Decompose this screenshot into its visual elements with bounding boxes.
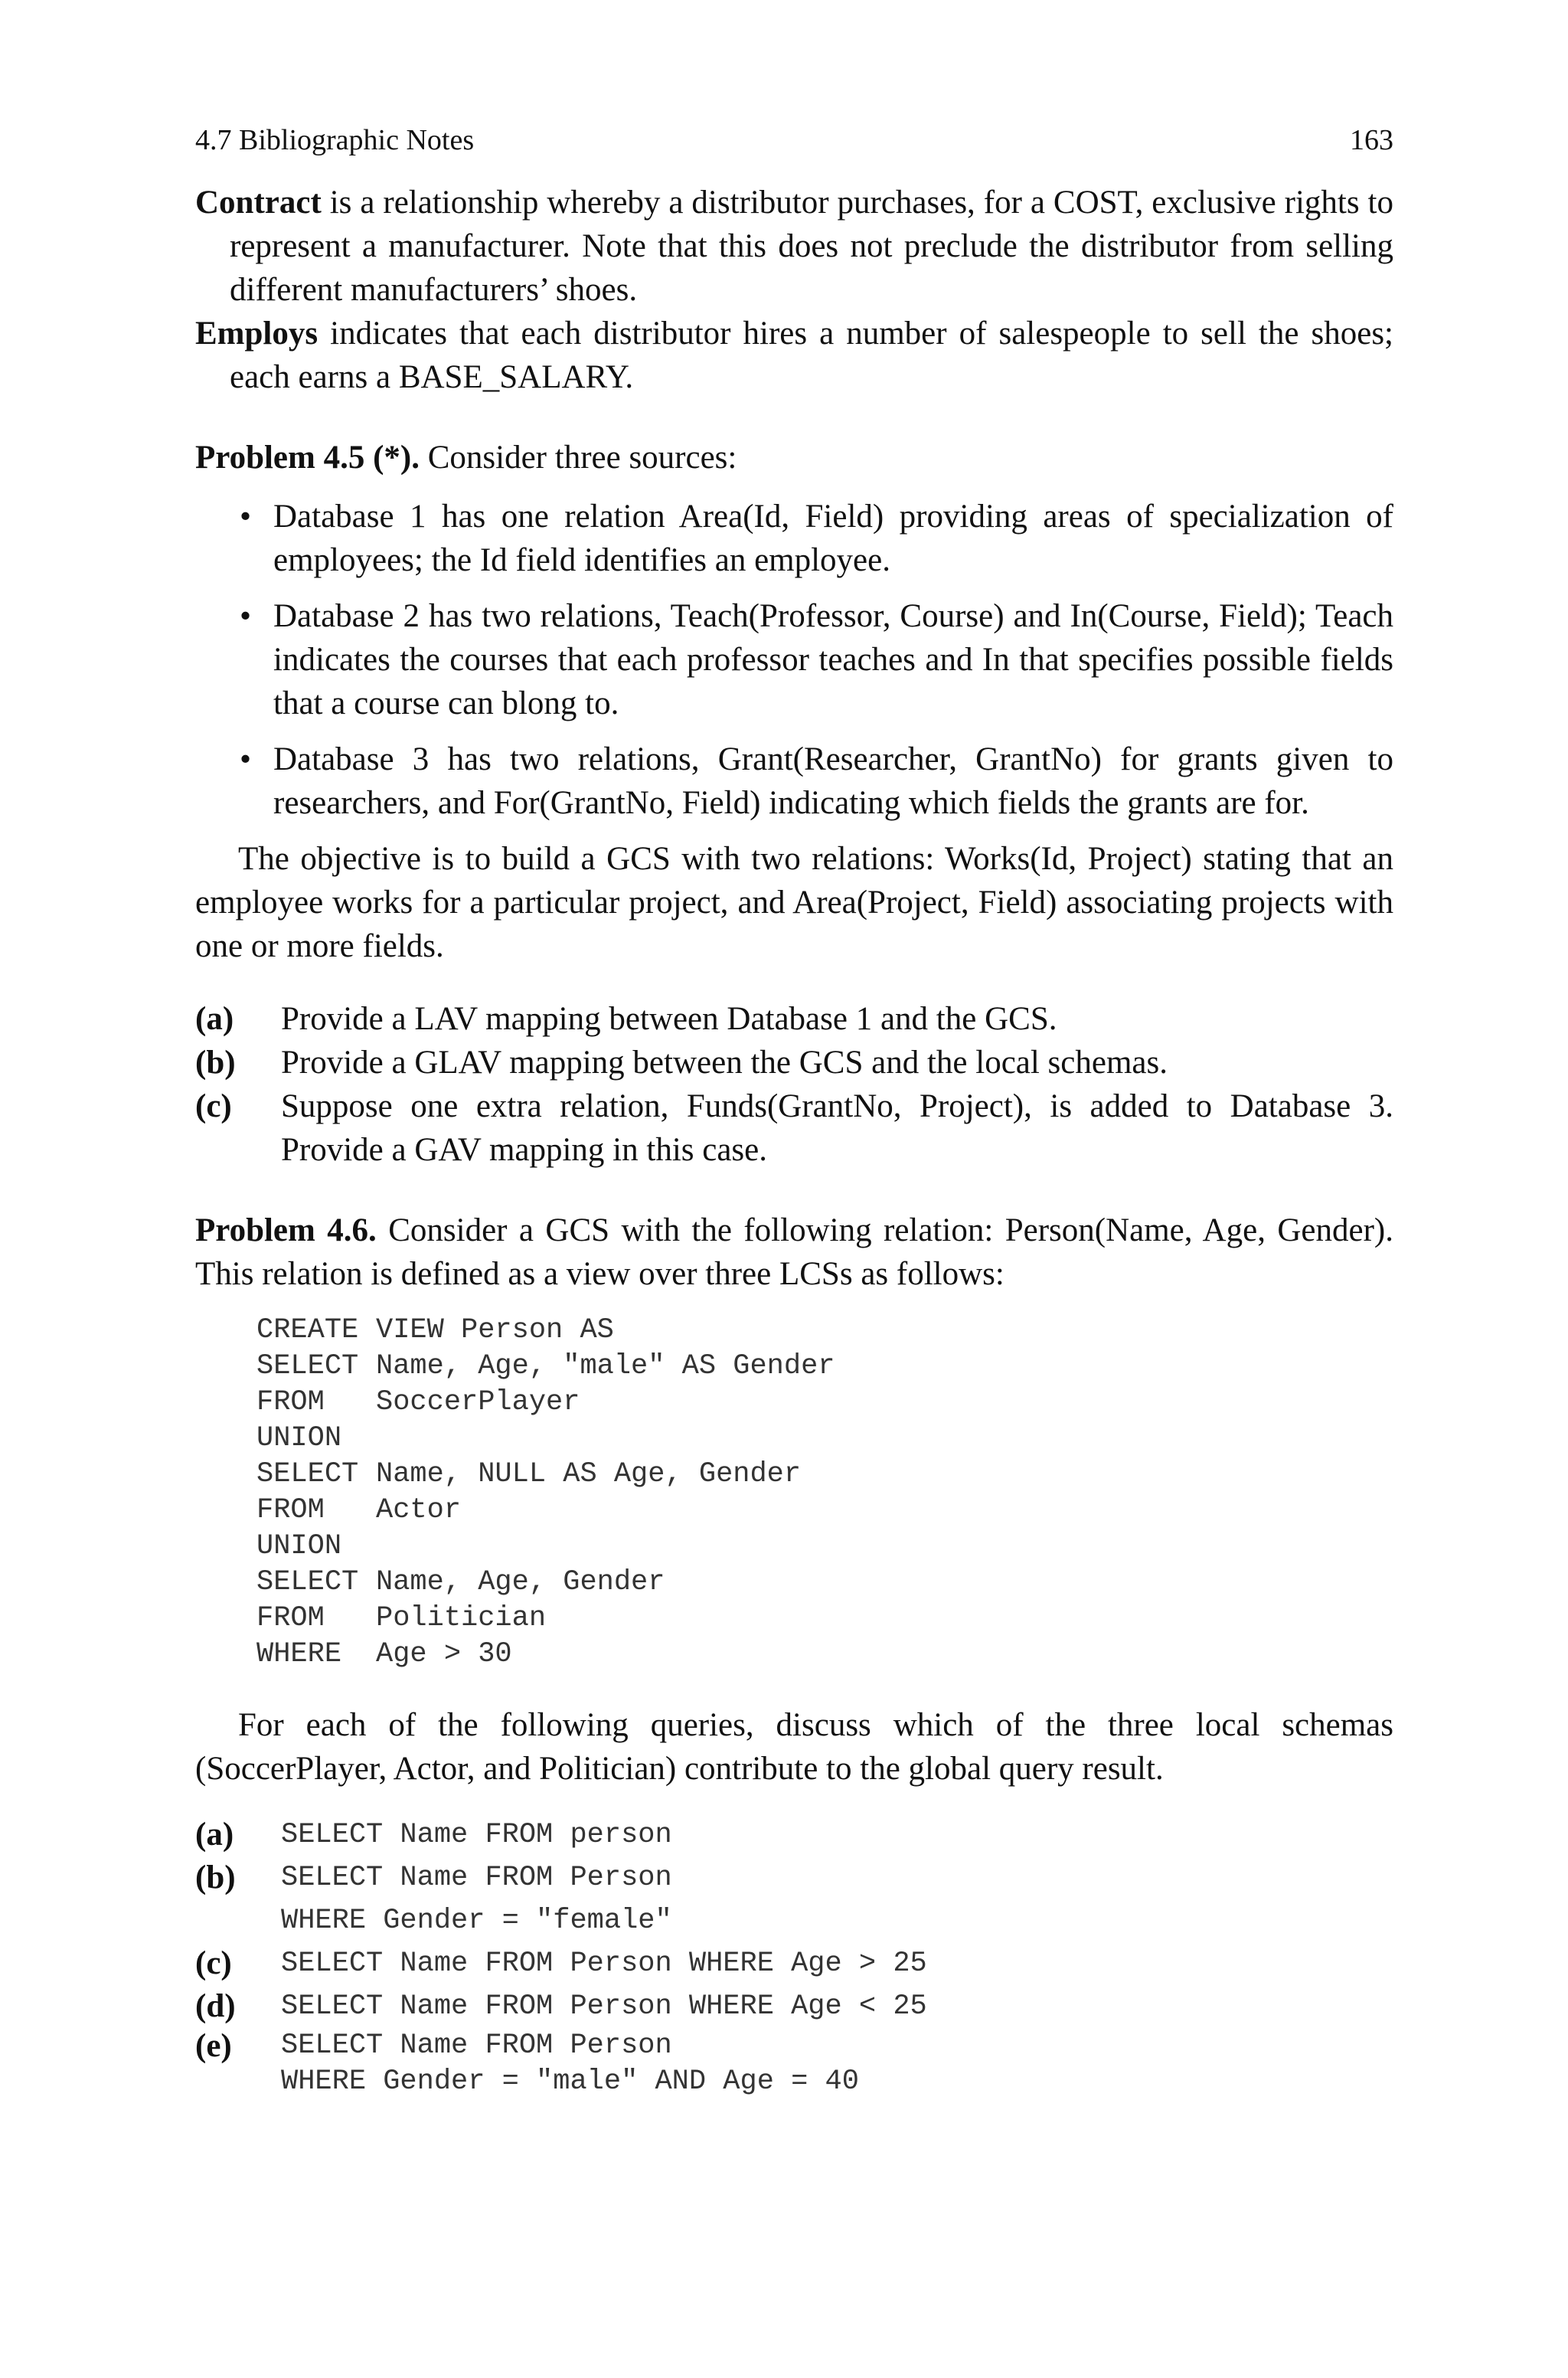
sources-list (195, 495, 1393, 825)
item-label: (a) (195, 1001, 234, 1037)
query-list (195, 1814, 1393, 2100)
running-header (195, 123, 1393, 158)
definition-text: indicates that each distributor hires a number of salespeople to sell the shoes; each earns a BASE_SALARY. (230, 316, 1393, 395)
problem-4-6 (195, 1209, 1393, 2100)
bullet-icon: • (240, 499, 252, 535)
item-label: (b) (195, 1860, 236, 1896)
code-line: SELECT Name, Age, "male" AS Gender (256, 1350, 835, 1382)
sql-query: SELECT Name FROM Person WHERE Gender = "female" (281, 1862, 672, 1937)
discussion-paragraph: For each of the following queries, discuss which of the three local schemas (SoccerPlayer, Actor, and Politician) contribute to the global query result. (195, 1707, 1393, 1787)
code-line: CREATE VIEW Person AS (256, 1314, 614, 1346)
code-line: SELECT Name, Age, Gender (256, 1566, 665, 1598)
problem-title: Problem 4.6. (195, 1212, 377, 1248)
definition-term: Employs (195, 316, 318, 352)
problem-heading (195, 436, 1393, 479)
definition-contract (195, 181, 1393, 312)
page-number: 163 (1350, 124, 1393, 156)
code-line: FROM SoccerPlayer (256, 1386, 580, 1418)
sql-view-definition (256, 1313, 1393, 1673)
code-line: WHERE Age > 30 (256, 1638, 512, 1670)
code-line: SELECT Name, NULL AS Age, Gender (256, 1458, 802, 1490)
code-line: FROM Actor (256, 1494, 462, 1526)
list-item (195, 1856, 1393, 1942)
page-content (195, 123, 1393, 2100)
code-line: FROM Politician (256, 1602, 547, 1634)
sql-query: SELECT Name FROM Person WHERE Age > 25 (281, 1948, 927, 1980)
code-line: UNION (256, 1530, 342, 1562)
definition-employs (195, 312, 1393, 399)
list-item: • Database 3 has two relations, Grant(Researcher, GrantNo) for grants given to researchers, and For(GrantNo, Field) indicating which fields the grants are for. (195, 738, 1393, 825)
sql-query: SELECT Name FROM person (281, 1819, 672, 1851)
sql-query: SELECT Name FROM Person WHERE Age < 25 (281, 1990, 927, 2023)
objective-paragraph: The objective is to build a GCS with two relations: Works(Id, Project) stating that an employee works for a particular project, and Area(Project, Field) associating projects with one or more fields. (195, 841, 1393, 964)
list-item: • Database 1 has one relation Area(Id, Field) providing areas of specialization of employees; the Id field identifies an employee. (195, 495, 1393, 582)
item-text: Provide a GLAV mapping between the GCS and the local schemas. (281, 1045, 1168, 1081)
problem-intro: Consider a GCS with the following relation: Person(Name, Age, Gender). This relation is defined as a view over three LCSs as follows: (195, 1212, 1393, 1292)
relationship-definitions (195, 181, 1393, 399)
item-label: (b) (195, 1045, 236, 1081)
item-label: (e) (195, 2028, 232, 2064)
bullet-icon: • (240, 598, 252, 634)
list-item (195, 1084, 1393, 1172)
section-title: 4.7 Bibliographic Notes (195, 124, 475, 156)
definition-term: Contract (195, 185, 322, 221)
list-item (195, 1942, 1393, 1985)
problem-title: Problem 4.5 (*). (195, 440, 420, 476)
item-text: Provide a LAV mapping between Database 1 and the GCS. (281, 1001, 1057, 1037)
item-text: Suppose one extra relation, Funds(GrantNo, Project), is added to Database 3. Provide a GAV mapping in this case. (281, 1088, 1393, 1168)
list-item (195, 1814, 1393, 1856)
item-label: (c) (195, 1088, 232, 1124)
item-label: (c) (195, 1945, 232, 1981)
list-item (195, 1985, 1393, 2028)
list-item: • Database 2 has two relations, Teach(Professor, Course) and In(Course, Field); Teach indicates the courses that each professor teaches and In that specifies possible fields that a course can blong to. (195, 594, 1393, 725)
code-line: UNION (256, 1422, 342, 1454)
item-label: (a) (195, 1817, 234, 1853)
item-label: (d) (195, 1988, 236, 2024)
list-item (195, 2028, 1393, 2100)
problem-4-5 (195, 436, 1393, 1172)
definition-text: is a relationship whereby a distributor purchases, for a COST, exclusive rights to represent a manufacturer. Note that this does not preclude the distributor from selling different manufacturers’ shoes. (230, 185, 1393, 308)
list-item (195, 1041, 1393, 1084)
problem-heading (195, 1209, 1393, 1296)
problem-intro: Consider three sources: (419, 440, 737, 476)
bullet-icon: • (240, 741, 252, 777)
sql-query: SELECT Name FROM Person WHERE Gender = "male" AND Age = 40 (281, 2030, 859, 2098)
list-item (195, 997, 1393, 1041)
subquestions (195, 997, 1393, 1172)
